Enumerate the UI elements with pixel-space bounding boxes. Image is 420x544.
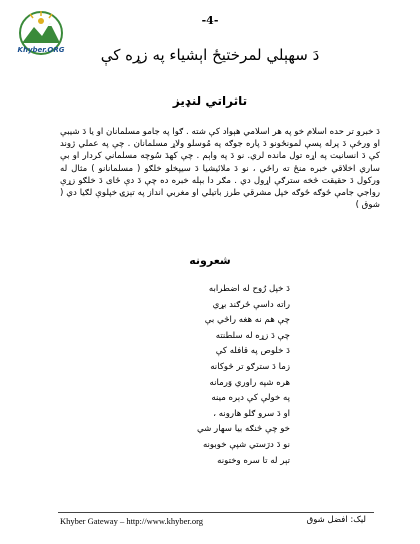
paragraph-line: دَ خبرو تر حده اسلام خو په هر اسلامي هېواد کې شته . ګوا په جامو مسلمانان او يا دَ bbox=[82, 127, 381, 137]
poem-line: دَ خپل رُوح له اضطرابه bbox=[208, 284, 290, 294]
poem-line: دَ خلوص په قافله کې bbox=[215, 346, 290, 357]
paragraph-line: دي ( شوق ) bbox=[60, 188, 380, 211]
poem-line: او دَ سرو ګلو هارونه ، bbox=[213, 408, 290, 419]
poem-line: راته داسې ځرګند بړي bbox=[212, 299, 290, 310]
poem-line: زما دَ سترګو تر څوکانه bbox=[210, 361, 290, 372]
footer-site-link[interactable]: Khyber Gateway – http://www.khyber.org bbox=[60, 516, 204, 526]
poem bbox=[130, 282, 290, 469]
article-paragraph bbox=[60, 126, 380, 211]
paragraph-line: ژوند کې دَ انسانيت په اړه تول مانده لري. نو دَ په واېم . چې کهدَ سُوچه مسلماني کردار او bbox=[60, 139, 380, 162]
poem-line: چې دَ زړه له سلطنته bbox=[215, 330, 290, 341]
poem-line: نو دَ درَستي شپې خوبونه bbox=[202, 439, 290, 450]
poem-line: په خولې کې دېره مينه bbox=[211, 393, 290, 404]
paragraph-line: رواجي جامې ځوګه ځوګه خپل مشرقي طرز باتيلي او مغربي انداز په تېزۍ خپلوې لګيا bbox=[79, 188, 380, 199]
poem-line: تېر له تا سره وختونه bbox=[217, 455, 290, 466]
poem-line: چې هم نه هغه راڅي بې bbox=[204, 315, 290, 326]
paragraph-line: شيبې او ورځې دَ پرله پسې لمونځونو دَ پاره جوګه په مُوسلو ولاړ مسلمانان . چې په عملي bbox=[60, 127, 380, 150]
page-number: -4- bbox=[201, 14, 219, 27]
poem-line: هره شپه راوري وَرمانه bbox=[209, 377, 290, 388]
paragraph-line: ورکول دَ حقيقت څخه سترګې اړول دي . مګر دا بېله خبره ده چې دَ دې ځای دَ خلګو زړې bbox=[60, 175, 380, 186]
article-title: دَ سهېلي لمرختيځ اېشياء په زړه کې bbox=[100, 46, 320, 64]
article-subtitle: تاثراتي لنډيز bbox=[172, 94, 248, 108]
logo-text: Khyber.ORG bbox=[17, 46, 65, 54]
footer-author: ليک: افضل شوق bbox=[306, 515, 366, 525]
poem-line: خو چې څنګه بيا سهار شي bbox=[196, 424, 290, 435]
poem-title: شعرونه bbox=[189, 254, 231, 267]
footer-divider bbox=[58, 512, 374, 513]
paragraph-line: بې ساري اخلاقي خبره منځ ته راځي ، نو دَ ملائيشيا دَ سيپخلو خلګو ( مسلمانانو ) مثال له bbox=[60, 151, 380, 174]
